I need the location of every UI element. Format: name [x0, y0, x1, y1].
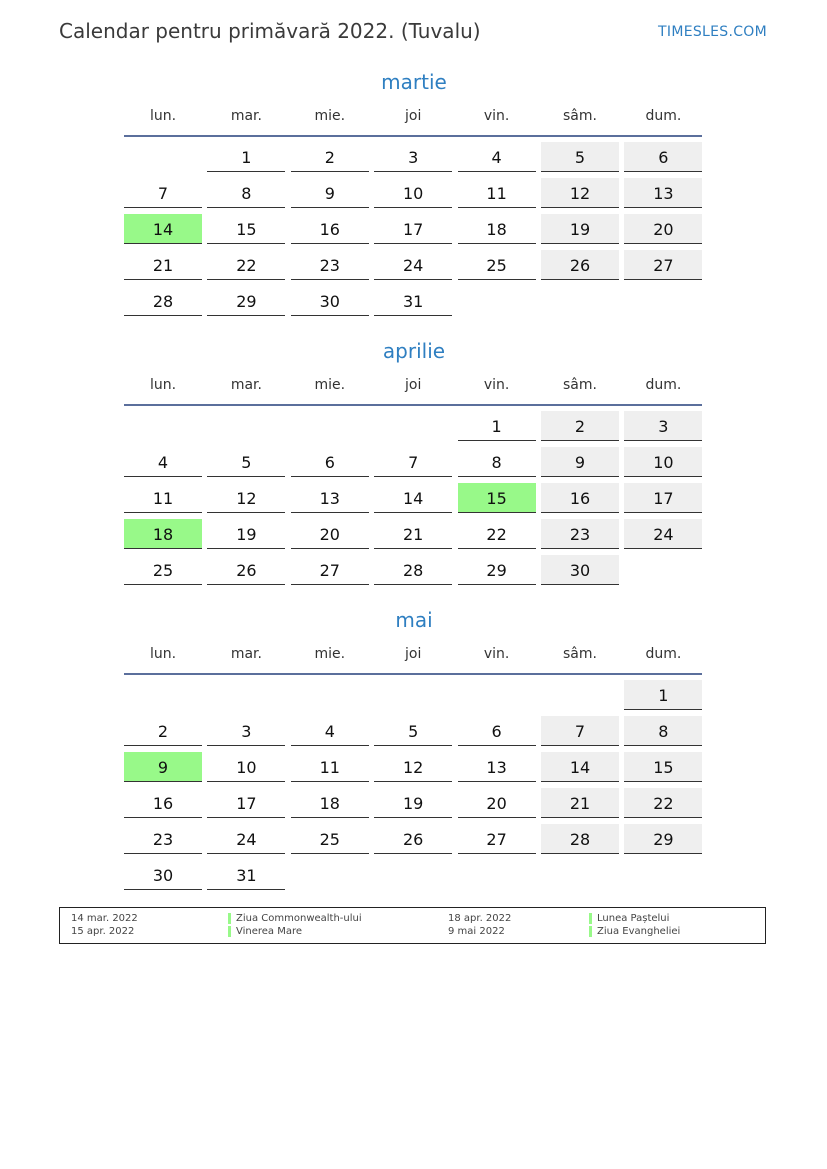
- weekday-header-row: [124, 108, 704, 126]
- day-cell-holiday: 14: [124, 214, 202, 244]
- weekday-label: sâm.: [563, 108, 597, 124]
- weekday-header-row: [124, 646, 704, 664]
- month-title: martie: [381, 70, 447, 94]
- day-cell: 31: [374, 286, 452, 316]
- day-cell: 16: [541, 483, 619, 513]
- day-cell: 4: [291, 716, 369, 746]
- day-cell: 7: [124, 178, 202, 208]
- day-cell: 22: [207, 250, 285, 280]
- weekday-label: dum.: [645, 377, 682, 393]
- day-cell: 9: [541, 447, 619, 477]
- day-cell: 2: [541, 411, 619, 441]
- day-cell: 14: [541, 752, 619, 782]
- day-cell: 11: [458, 178, 536, 208]
- weekday-label: joi: [405, 108, 422, 124]
- day-cell: 15: [207, 214, 285, 244]
- day-cell: 22: [458, 519, 536, 549]
- day-cell: 27: [624, 250, 702, 280]
- weekday-label: mar.: [230, 646, 262, 662]
- day-cell: 1: [458, 411, 536, 441]
- day-cell: 30: [291, 286, 369, 316]
- day-cell: 24: [207, 824, 285, 854]
- weekday-label: vin.: [483, 108, 510, 124]
- day-cell: 30: [541, 555, 619, 585]
- day-cell: 12: [541, 178, 619, 208]
- day-cell: 26: [374, 824, 452, 854]
- weekday-label: vin.: [483, 377, 510, 393]
- day-cell: 29: [458, 555, 536, 585]
- page-title: Calendar pentru primăvară 2022. (Tuvalu): [59, 19, 481, 43]
- day-cell: 19: [374, 788, 452, 818]
- day-cell-holiday: 18: [124, 519, 202, 549]
- day-cell: 2: [124, 716, 202, 746]
- legend-holiday-name: Vinerea Mare: [228, 926, 302, 937]
- legend-holiday-name: Ziua Commonwealth-ului: [228, 913, 362, 924]
- weekday-label: lun.: [149, 646, 177, 662]
- day-cell: 18: [458, 214, 536, 244]
- weekday-label: joi: [405, 646, 422, 662]
- weekday-label: sâm.: [563, 377, 597, 393]
- day-cell: 19: [207, 519, 285, 549]
- day-cell: 27: [291, 555, 369, 585]
- header-divider: [124, 135, 702, 137]
- day-cell: 14: [374, 483, 452, 513]
- day-cell: 10: [207, 752, 285, 782]
- day-cell: 23: [291, 250, 369, 280]
- day-cell: 11: [291, 752, 369, 782]
- day-cell: 13: [291, 483, 369, 513]
- day-cell: 24: [374, 250, 452, 280]
- legend-date: 15 apr. 2022: [71, 926, 135, 937]
- day-cell: 27: [458, 824, 536, 854]
- day-cell: 28: [124, 286, 202, 316]
- day-cell: 17: [374, 214, 452, 244]
- day-cell: 8: [624, 716, 702, 746]
- holiday-legend: [59, 907, 766, 944]
- day-cell: 20: [624, 214, 702, 244]
- day-cell: 29: [207, 286, 285, 316]
- legend-holiday-name: Ziua Evangheliei: [589, 926, 680, 937]
- day-cell: 21: [124, 250, 202, 280]
- day-cell: 25: [291, 824, 369, 854]
- weekday-label: lun.: [149, 377, 177, 393]
- day-cell: 1: [207, 142, 285, 172]
- day-cell: 1: [624, 680, 702, 710]
- day-cell: 6: [458, 716, 536, 746]
- day-cell: 25: [458, 250, 536, 280]
- weekday-label: dum.: [645, 108, 682, 124]
- day-cell: 9: [291, 178, 369, 208]
- weekday-label: mie.: [314, 108, 346, 124]
- day-cell: 15: [624, 752, 702, 782]
- site-link[interactable]: TIMESLES.COM: [658, 24, 767, 40]
- day-cell: 5: [541, 142, 619, 172]
- day-cell: 6: [291, 447, 369, 477]
- weekday-label: mar.: [230, 377, 262, 393]
- day-cell: 26: [207, 555, 285, 585]
- day-cell: 18: [291, 788, 369, 818]
- day-cell: 11: [124, 483, 202, 513]
- day-cell: 8: [207, 178, 285, 208]
- day-cell: 5: [374, 716, 452, 746]
- day-cell: 8: [458, 447, 536, 477]
- legend-date: 14 mar. 2022: [71, 913, 138, 924]
- legend-holiday-name: Lunea Paștelui: [589, 913, 669, 924]
- weekday-header-row: [124, 377, 704, 395]
- day-cell: 23: [124, 824, 202, 854]
- day-cell: 10: [374, 178, 452, 208]
- month-title: aprilie: [382, 339, 446, 363]
- weekday-label: joi: [405, 377, 422, 393]
- day-cell: 23: [541, 519, 619, 549]
- day-cell: 4: [458, 142, 536, 172]
- day-cell-holiday: 15: [458, 483, 536, 513]
- header-divider: [124, 404, 702, 406]
- weekday-label: mie.: [314, 646, 346, 662]
- day-cell: 28: [374, 555, 452, 585]
- day-cell: 10: [624, 447, 702, 477]
- legend-date: 18 apr. 2022: [448, 913, 512, 924]
- weekday-label: mie.: [314, 377, 346, 393]
- day-cell: 17: [624, 483, 702, 513]
- legend-date: 9 mai 2022: [448, 926, 505, 937]
- day-cell: 21: [541, 788, 619, 818]
- day-cell: 7: [374, 447, 452, 477]
- weekday-label: mar.: [230, 108, 262, 124]
- day-cell: 26: [541, 250, 619, 280]
- day-cell: 5: [207, 447, 285, 477]
- weekday-label: lun.: [149, 108, 177, 124]
- weekday-label: dum.: [645, 646, 682, 662]
- weekday-label: sâm.: [563, 646, 597, 662]
- day-cell: 25: [124, 555, 202, 585]
- day-cell: 29: [624, 824, 702, 854]
- day-cell: 7: [541, 716, 619, 746]
- day-cell-holiday: 9: [124, 752, 202, 782]
- day-cell: 3: [624, 411, 702, 441]
- day-cell: 12: [207, 483, 285, 513]
- day-cell: 30: [124, 860, 202, 890]
- day-cell: 3: [374, 142, 452, 172]
- day-cell: 21: [374, 519, 452, 549]
- day-cell: 22: [624, 788, 702, 818]
- day-cell: 13: [458, 752, 536, 782]
- day-cell: 20: [458, 788, 536, 818]
- day-cell: 16: [291, 214, 369, 244]
- day-cell: 12: [374, 752, 452, 782]
- day-cell: 20: [291, 519, 369, 549]
- day-cell: 4: [124, 447, 202, 477]
- day-cell: 17: [207, 788, 285, 818]
- day-cell: 24: [624, 519, 702, 549]
- day-cell: 28: [541, 824, 619, 854]
- day-cell: 16: [124, 788, 202, 818]
- day-cell: 31: [207, 860, 285, 890]
- day-cell: 6: [624, 142, 702, 172]
- day-cell: 19: [541, 214, 619, 244]
- day-cell: 13: [624, 178, 702, 208]
- header-divider: [124, 673, 702, 675]
- weekday-label: vin.: [483, 646, 510, 662]
- month-title: mai: [395, 608, 433, 632]
- day-cell: 3: [207, 716, 285, 746]
- day-cell: 2: [291, 142, 369, 172]
